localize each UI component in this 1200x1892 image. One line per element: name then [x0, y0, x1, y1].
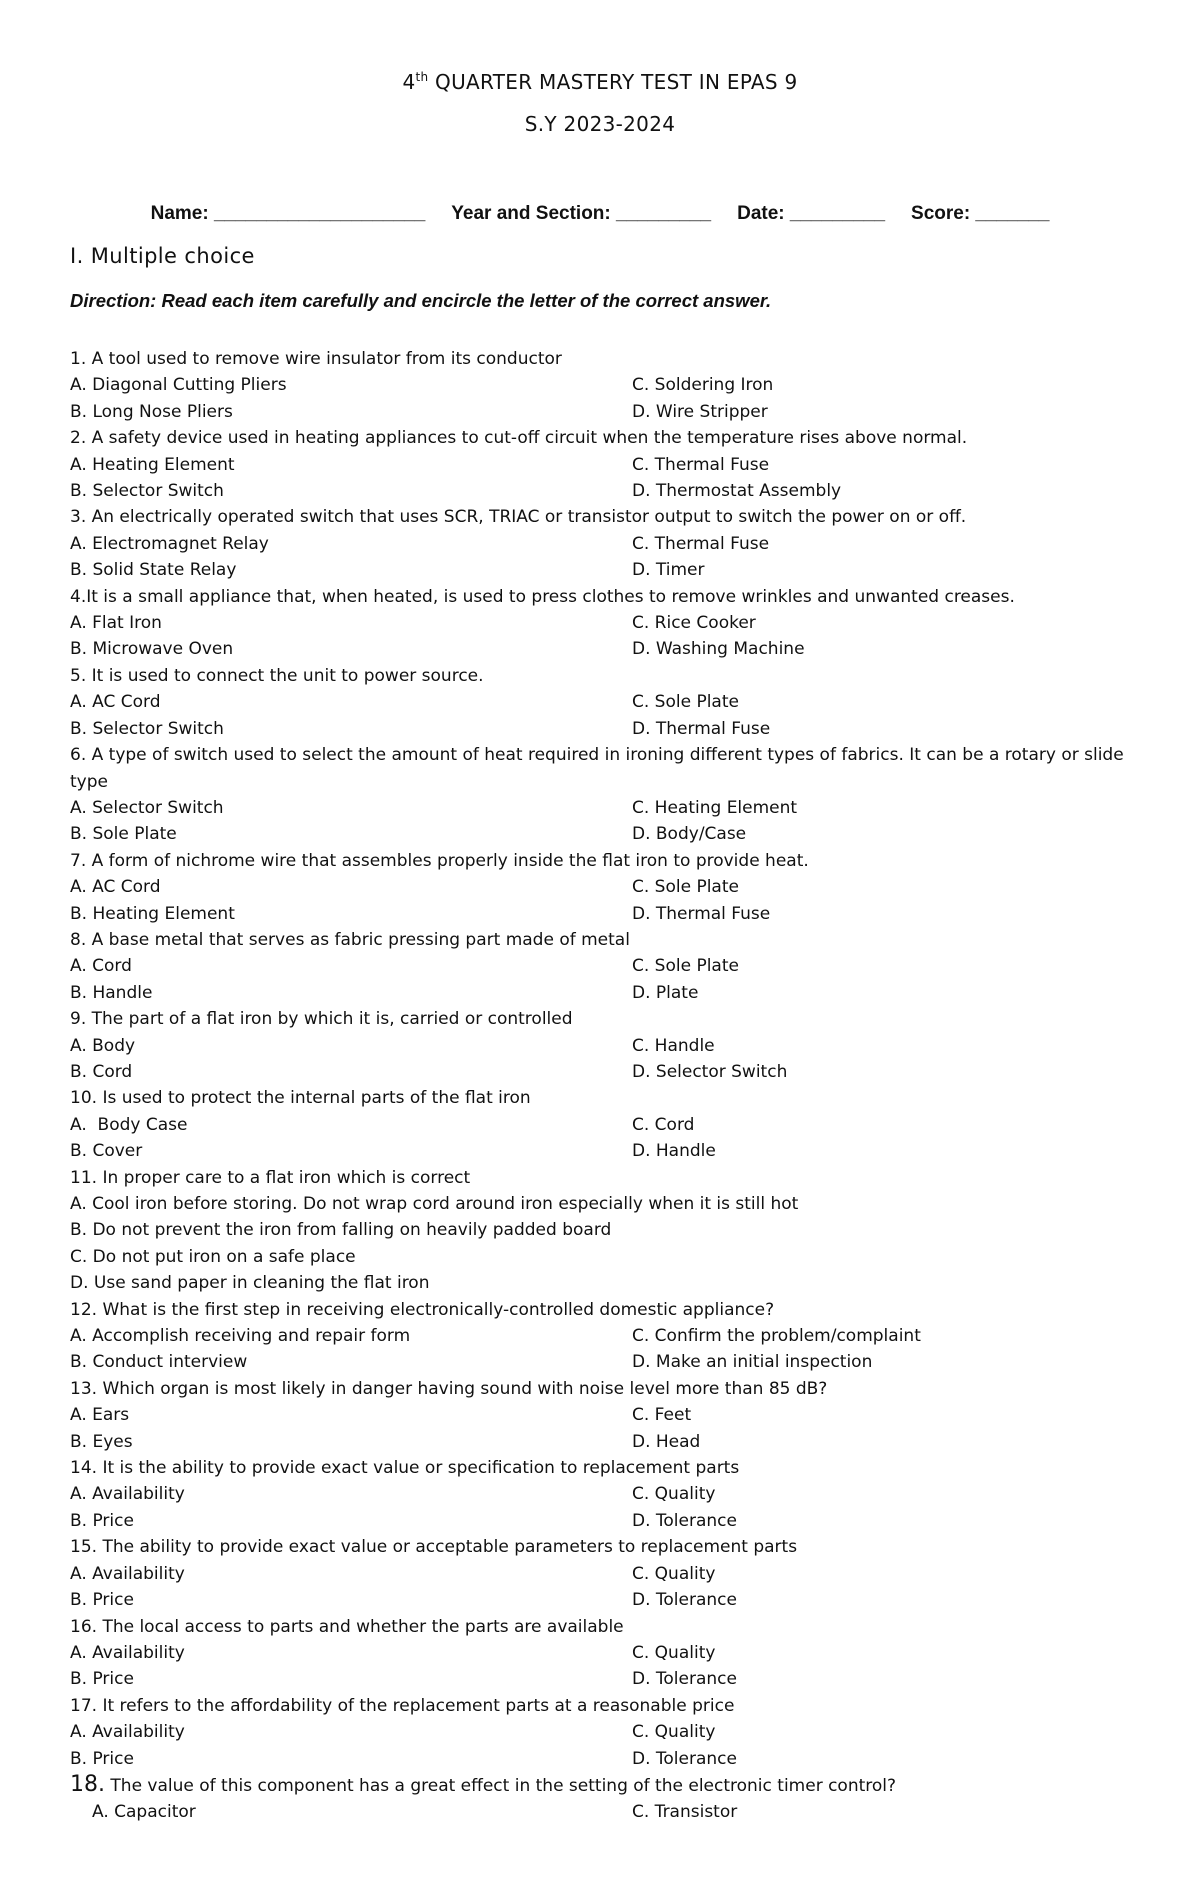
answer-option-b[interactable]: B. Handle: [70, 982, 153, 1003]
answer-option-d[interactable]: D. Thermal Fuse: [632, 903, 771, 924]
question-stem: 15. The ability to provide exact value or acceptable parameters to replacement parts: [70, 1537, 798, 1558]
answer-option-c[interactable]: C. Heating Element: [632, 797, 798, 818]
question-stem: 9. The part of a flat iron by which it is, carried or controlled: [70, 1009, 573, 1030]
answer-option-c[interactable]: C. Transistor: [632, 1802, 738, 1823]
school-year: S.Y 2023-2024: [524, 112, 676, 136]
date-field: Date: _________: [737, 203, 886, 224]
answer-option-d[interactable]: D. Wire Stripper: [632, 401, 768, 422]
answer-option-a[interactable]: A. Availability: [70, 1722, 185, 1743]
answer-option-a[interactable]: A. Capacitor: [92, 1802, 196, 1823]
answer-option-d[interactable]: D. Tolerance: [632, 1669, 737, 1690]
answer-option-b[interactable]: B. Cord: [70, 1061, 133, 1082]
answer-option-d[interactable]: D. Selector Switch: [632, 1061, 788, 1082]
answer-option-c[interactable]: C. Thermal Fuse: [632, 533, 770, 554]
answer-option-d[interactable]: D. Timer: [632, 560, 705, 581]
question-item: [70, 742, 1130, 848]
question-item: [70, 1376, 1130, 1455]
answer-option-b[interactable]: B. Microwave Oven: [70, 639, 234, 660]
answer-option-d[interactable]: D. Body/Case: [632, 824, 747, 845]
answer-option[interactable]: B. Do not prevent the iron from falling on heavily padded board: [70, 1220, 612, 1241]
question-item: [70, 663, 1130, 742]
question-list: [70, 346, 1130, 1826]
answer-option-a[interactable]: A. AC Cord: [70, 692, 161, 713]
question-stem: 1. A tool used to remove wire insulator from its conductor: [70, 349, 562, 369]
question-stem: 13. Which organ is most likely in danger having sound with noise level more than 85 dB?: [70, 1378, 828, 1399]
answer-option-a[interactable]: A. Diagonal Cutting Pliers: [70, 375, 287, 396]
answer-option-b[interactable]: B. Price: [70, 1510, 134, 1531]
answer-option-d[interactable]: D. Thermostat Assembly: [632, 481, 842, 502]
question-item: [70, 346, 1130, 425]
answer-option-a[interactable]: A. Flat Iron: [70, 613, 162, 634]
question-stem: 8. A base metal that serves as fabric pressing part made of metal: [70, 929, 630, 950]
answer-option-d[interactable]: D. Head: [632, 1431, 701, 1452]
answer-option-c[interactable]: C. Confirm the problem/complaint: [632, 1326, 921, 1347]
question-stem: 11. In proper care to a flat iron which is correct: [70, 1167, 471, 1188]
answer-option-c[interactable]: C. Sole Plate: [632, 956, 739, 977]
question-item: [70, 1693, 1130, 1772]
question-item: [70, 1614, 1130, 1693]
answer-option-a[interactable]: A. Cord: [70, 956, 132, 977]
answer-option-c[interactable]: C. Sole Plate: [632, 877, 739, 898]
question-item: [70, 1006, 1130, 1085]
question-item: [70, 425, 1130, 504]
question-item: [70, 1455, 1130, 1534]
question-item: [70, 584, 1130, 663]
answer-option-b[interactable]: B. Conduct interview: [70, 1352, 248, 1373]
answer-option[interactable]: D. Use sand paper in cleaning the flat iron: [70, 1273, 430, 1294]
answer-option-a[interactable]: A. Availability: [70, 1563, 185, 1584]
question-item: [70, 1534, 1130, 1613]
question-stem: 3. An electrically operated switch that uses SCR, TRIAC or transistor output to switch the power on or off.: [70, 507, 967, 528]
answer-option[interactable]: A. Cool iron before storing. Do not wrap cord around iron especially when it is still hot: [70, 1194, 799, 1214]
answer-option-d[interactable]: D. Tolerance: [632, 1510, 737, 1531]
answer-option-a[interactable]: A. Selector Switch: [70, 797, 224, 818]
answer-option[interactable]: C. Do not put iron on a safe place: [70, 1246, 356, 1267]
answer-option-a[interactable]: A. Availability: [70, 1642, 185, 1663]
answer-option-b[interactable]: B. Eyes: [70, 1431, 133, 1452]
name-field: Name: ____________________: [150, 203, 426, 224]
answer-option-d[interactable]: D. Handle: [632, 1141, 716, 1162]
answer-option-c[interactable]: C. Feet: [632, 1405, 692, 1426]
answer-option-b[interactable]: B. Selector Switch: [70, 481, 224, 502]
answer-option-b[interactable]: B. Solid State Relay: [70, 560, 237, 581]
answer-option-d[interactable]: D. Tolerance: [632, 1590, 737, 1611]
answer-option-b[interactable]: B. Price: [70, 1669, 134, 1690]
answer-option-a[interactable]: A. Ears: [70, 1405, 130, 1426]
title-superscript: th: [415, 70, 429, 84]
answer-option-a[interactable]: A. Body: [70, 1035, 136, 1056]
answer-option-b[interactable]: B. Sole Plate: [70, 824, 177, 845]
answer-option-b[interactable]: B. Selector Switch: [70, 718, 224, 739]
answer-option-c[interactable]: C. Rice Cooker: [632, 613, 756, 634]
question-stem: 12. What is the first step in receiving electronically-controlled domestic appliance?: [70, 1299, 775, 1320]
answer-option-c[interactable]: C. Quality: [632, 1484, 716, 1505]
answer-option-c[interactable]: C. Sole Plate: [632, 692, 739, 713]
answer-option-a[interactable]: A. AC Cord: [70, 877, 161, 898]
answer-option-a[interactable]: A. Heating Element: [70, 454, 235, 475]
question-item: [70, 927, 1130, 1006]
answer-option-c[interactable]: C. Cord: [632, 1114, 695, 1135]
question-stem: 4.It is a small appliance that, when heated, is used to press clothes to remove wrinkles and unwanted creases.: [70, 586, 1015, 607]
question-stem: [70, 1772, 1130, 1799]
answer-option-b[interactable]: B. Price: [70, 1748, 134, 1769]
answer-option-d[interactable]: D. Washing Machine: [632, 639, 805, 660]
test-title: [0, 70, 1200, 94]
question-stem: 10. Is used to protect the internal parts of the flat iron: [70, 1088, 531, 1109]
question-item: [70, 504, 1130, 583]
question-item: [70, 1165, 1130, 1297]
answer-option-a[interactable]: A. Electromagnet Relay: [70, 533, 269, 554]
student-info-row: [0, 203, 1200, 225]
question-stem: 17. It refers to the affordability of the replacement parts at a reasonable price: [70, 1695, 735, 1716]
answer-option-b[interactable]: B. Heating Element: [70, 903, 235, 924]
question-stem: 6. A type of switch used to select the amount of heat required in ironing different types of fabrics. It can be a rotary or slide type: [70, 745, 1124, 792]
answer-option-a[interactable]: A. Accomplish receiving and repair form: [70, 1326, 411, 1347]
question-item: [70, 1297, 1130, 1376]
question-stem: 5. It is used to connect the unit to power source.: [70, 665, 484, 686]
question-number: 18.: [70, 1771, 105, 1797]
question-item: [70, 848, 1130, 927]
answer-option-c[interactable]: C. Soldering Iron: [632, 375, 774, 396]
answer-option-c[interactable]: C. Handle: [632, 1035, 715, 1056]
question-item: [70, 1772, 1130, 1826]
answer-option-d[interactable]: D. Tolerance: [632, 1748, 737, 1769]
answer-option-a[interactable]: A. Availability: [70, 1484, 185, 1505]
answer-option-c[interactable]: C. Quality: [632, 1563, 716, 1584]
answer-option-d[interactable]: D. Plate: [632, 982, 699, 1003]
question-stem: 2. A safety device used in heating appliances to cut-off circuit when the temperature rises above normal.: [70, 428, 968, 449]
answer-option-b[interactable]: B. Cover: [70, 1141, 143, 1162]
title-prefix: 4: [402, 70, 416, 94]
answer-option-c[interactable]: C. Quality: [632, 1722, 716, 1743]
direction-text: Direction: Read each item carefully and encircle the letter of the correct answer.: [70, 290, 772, 311]
answer-option-a[interactable]: A. Body Case: [70, 1114, 188, 1135]
title-rest: QUARTER MASTERY TEST IN EPAS 9: [428, 70, 798, 94]
question-stem: 7. A form of nichrome wire that assembles properly inside the flat iron to provide heat.: [70, 850, 809, 871]
answer-option-b[interactable]: B. Price: [70, 1590, 134, 1611]
answer-option-d[interactable]: D. Thermal Fuse: [632, 718, 771, 739]
section-title: I. Multiple choice: [70, 244, 255, 268]
answer-option-c[interactable]: C. Quality: [632, 1642, 716, 1663]
answer-option-d[interactable]: D. Make an initial inspection: [632, 1352, 873, 1373]
question-item: [70, 1085, 1130, 1164]
year-section-field: Year and Section: _________: [451, 203, 712, 224]
question-text: The value of this component has a great effect in the setting of the electronic timer control?: [105, 1775, 897, 1796]
score-field: Score: _______: [911, 203, 1050, 224]
question-stem: 16. The local access to parts and whether the parts are available: [70, 1616, 624, 1637]
answer-option-c[interactable]: C. Thermal Fuse: [632, 454, 770, 475]
question-stem: 14. It is the ability to provide exact value or specification to replacement parts: [70, 1458, 740, 1479]
answer-option-b[interactable]: B. Long Nose Pliers: [70, 401, 233, 422]
